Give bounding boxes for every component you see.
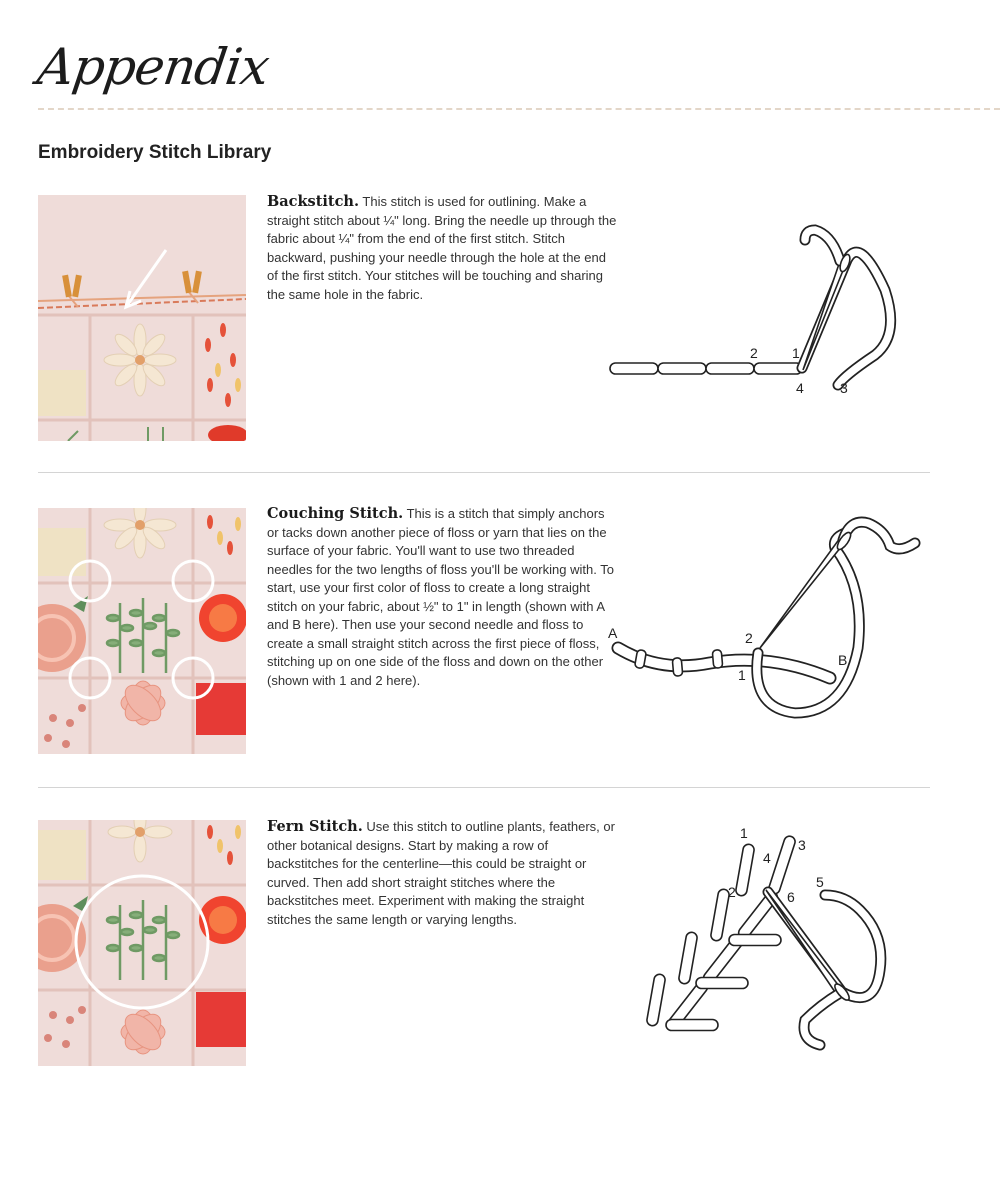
fern-photo — [38, 820, 246, 1066]
diagram-label-6: 6 — [787, 889, 795, 905]
diagram-label-b: B — [838, 652, 848, 668]
title-divider — [38, 108, 1000, 110]
section-divider — [38, 472, 930, 473]
diagram-label-3: 3 — [840, 380, 848, 396]
backstitch-diagram — [600, 205, 930, 405]
diagram-label-3: 3 — [798, 837, 806, 853]
fern-diagram — [630, 820, 930, 1070]
couching-text — [267, 505, 617, 690]
diagram-label-5: 5 — [816, 874, 824, 890]
stitch-description: This stitch is used for outlining. Make a straight stitch about ¼" long. Bring the needle up through the fabric about ¼" from the end of the first stitch. Stitch backward, pushing your needle through the hole at the end of the first stitch. Your stitches will be touching and sharing the same hole in the fabric. — [267, 194, 617, 302]
couching-diagram — [600, 508, 930, 738]
section-divider — [38, 787, 930, 788]
stitch-name: Fern Stitch. — [267, 818, 363, 835]
diagram-label-2: 2 — [750, 345, 758, 361]
stitch-description: Use this stitch to outline plants, feathers, or other botanical designs. Start by making a row of backstitches for the centerline—this could be straight or curved. Then add short straight stitches where the backstitches meet. Experiment with making the straight stitches the same length or varying lengths. — [267, 819, 615, 927]
diagram-label-1: 1 — [738, 667, 746, 683]
diagram-label-a: A — [608, 625, 618, 641]
diagram-label-2: 2 — [728, 884, 736, 900]
section-heading: Embroidery Stitch Library — [38, 142, 272, 163]
backstitch-text — [267, 193, 617, 304]
stitch-name: Backstitch. — [267, 193, 360, 210]
diagram-label-2: 2 — [745, 630, 753, 646]
diagram-label-4: 4 — [796, 380, 804, 396]
fern-text — [267, 818, 617, 929]
stitch-description: This is a stitch that simply anchors or tacks down another piece of floss or yarn that lies on the surface of your fabric. You'll want to use two threaded needles for the two lengths of floss you'll be working with. To start, use your first color of floss to create a long straight stitch on your fabric, about ½" to 1" in length (shown with A and B here). Then use your second needle and floss to create a small straight stitch across the first piece of floss, stitching up on one side of the floss and down on the other (shown with 1 and 2 here). — [267, 506, 614, 688]
page-title: Appendix — [33, 38, 273, 96]
diagram-label-4: 4 — [763, 850, 771, 866]
diagram-label-1: 1 — [740, 825, 748, 841]
couching-photo — [38, 508, 246, 754]
backstitch-photo — [38, 195, 246, 441]
stitch-name: Couching Stitch. — [267, 505, 404, 522]
diagram-label-1: 1 — [792, 345, 800, 361]
